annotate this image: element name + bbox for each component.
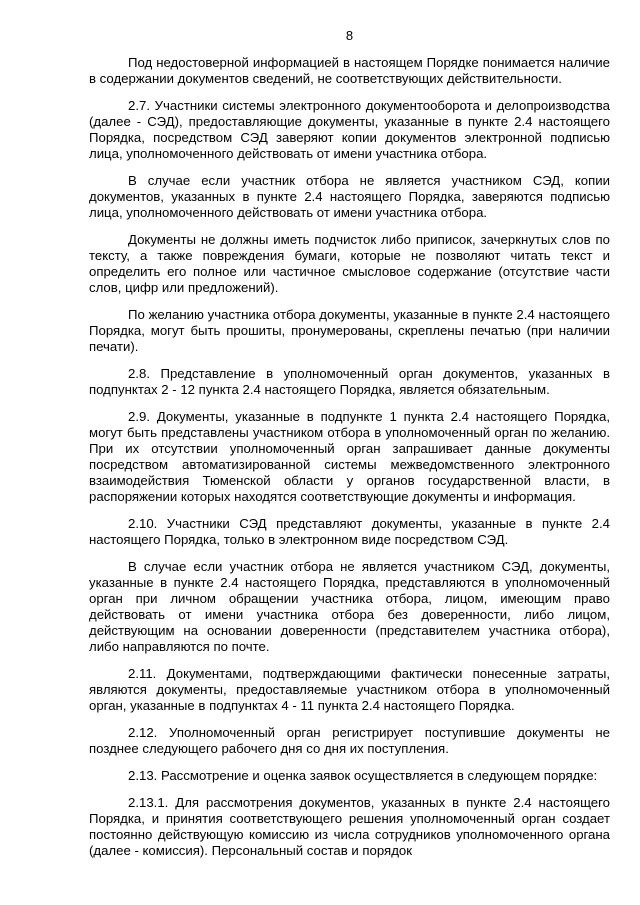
page-number: 8 [345,28,354,43]
paragraph-2-13: 2.13. Рассмотрение и оценка заявок осуществляется в следующем порядке: [128,768,598,783]
paragraph-binding: По желанию участника отбора документы, указанные в пункте 2.4 настоящего Порядка, могут быть прошиты, пронумерованы, скреплены печатью (при наличии печати). [89,307,610,354]
paragraph-non-sed-submission: В случае если участник отбора не является участником СЭД, документы, указанные в пункте 2.4 настоящего Порядка, представляются в уполномоченный орган при личном обращении участника отбора, лицом, имеющим право действовать от имени участника отбора без доверенности, либо лицом, действующим на основании доверенности (представителем участника отбора), либо направляются по почте. [89,559,610,654]
paragraph-2-7: 2.7. Участники системы электронного документооборота и делопроизводства (далее - СЭД), предоставляющие документы, указанные в пункте 2.4 настоящего Порядка, посредством СЭД заверяют копии документов электронной подписью лица, уполномоченного действовать от имени участника отбора. [89,98,610,161]
paragraph-2-12: 2.12. Уполномоченный орган регистрирует поступившие документы не позднее следующего рабочего дня со дня их поступления. [89,725,610,756]
paragraph-2-10: 2.10. Участники СЭД представляют документы, указанные в пункте 2.4 настоящего Порядка, только в электронном виде посредством СЭД. [89,516,610,547]
paragraph-non-sed-copies: В случае если участник отбора не является участником СЭД, копии документов, указанных в пункте 2.4 настоящего Порядка, заверяются подписью лица, уполномоченного действовать от имени участника отбора. [89,173,610,220]
paragraph-document-requirements: Документы не должны иметь подчисток либо приписок, зачеркнутых слов по тексту, а также повреждения бумаги, которые не позволяют читать текст и определить его полное или частичное смысловое содержание (отсутствие части слов, цифр или предложений). [89,232,610,295]
paragraph-definition: Под недостоверной информацией в настоящем Порядке понимается наличие в содержании документов сведений, не соответствующих действительности. [89,55,610,86]
paragraph-2-11: 2.11. Документами, подтверждающими фактически понесенные затраты, являются документы, предоставляемые участником отбора в уполномоченный орган, указанные в подпунктах 4 - 11 пункта 2.4 настоящего Порядка. [89,666,610,713]
paragraph-2-8: 2.8. Представление в уполномоченный орган документов, указанных в подпунктах 2 - 12 пункта 2.4 настоящего Порядка, является обязательным. [89,366,610,397]
paragraph-2-13-1: 2.13.1. Для рассмотрения документов, указанных в пункте 2.4 настоящего Порядка, и принятия соответствующего решения уполномоченный орган создает постоянно действующую комиссию из числа сотрудников уполномоченного органа (далее - комиссия). Персональный состав и порядок [89,795,610,858]
paragraph-2-9: 2.9. Документы, указанные в подпункте 1 пункта 2.4 настоящего Порядка, могут быть представлены участником отбора в уполномоченный орган по желанию. При их отсутствии уполномоченный орган запрашивает данные документы посредством автоматизированной системы межведомственного электронного взаимодействия Тюменской области у органов государственной власти, в распоряжении которых находятся соответствующие документы и информация. [89,409,610,504]
